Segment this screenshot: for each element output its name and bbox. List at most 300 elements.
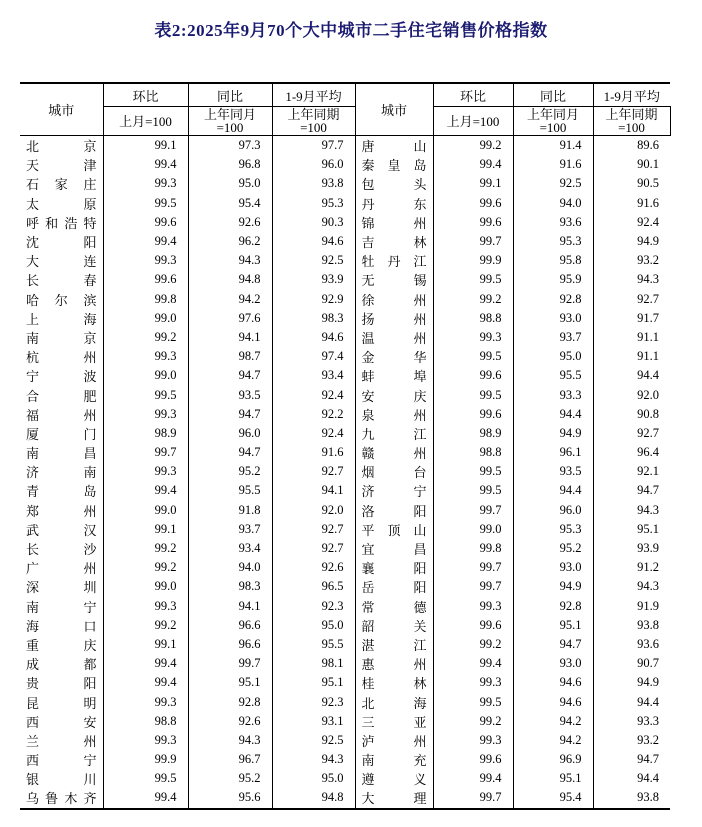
mom-value-left: 99.4	[103, 481, 188, 500]
yoy-value-left: 95.2	[188, 462, 272, 481]
yoy-value-left: 94.7	[188, 405, 272, 424]
yoy-value-left: 96.0	[188, 424, 272, 443]
mom-value-left: 99.0	[103, 309, 188, 328]
mom-value-right: 99.5	[433, 692, 513, 711]
table-row	[20, 405, 670, 424]
avg-value-right: 91.9	[593, 597, 670, 616]
header-avg-base-line2: =100	[618, 120, 645, 135]
yoy-value-left: 94.7	[188, 443, 272, 462]
header-row-2	[20, 107, 670, 136]
yoy-value-left: 95.5	[188, 481, 272, 500]
table-row	[20, 194, 670, 213]
yoy-value-left: 95.4	[188, 194, 272, 213]
mom-value-left: 99.1	[103, 520, 188, 539]
yoy-value-right: 94.0	[513, 194, 593, 213]
mom-value-left: 99.3	[103, 174, 188, 193]
mom-value-right: 99.6	[433, 194, 513, 213]
yoy-value-right: 94.6	[513, 673, 593, 692]
city-cell-left: 杭 州	[20, 347, 103, 366]
avg-value-left: 94.6	[272, 328, 355, 347]
mom-value-left: 99.4	[103, 654, 188, 673]
yoy-value-left: 98.3	[188, 577, 272, 596]
table-row	[20, 347, 670, 366]
yoy-value-right: 95.1	[513, 616, 593, 635]
city-cell-right: 北 海	[355, 692, 433, 711]
avg-value-right: 91.7	[593, 309, 670, 328]
city-cell-right: 平 顶 山	[355, 520, 433, 539]
table-body	[20, 136, 670, 809]
header-avg-base-left	[272, 107, 355, 136]
city-cell-left: 重 庆	[20, 635, 103, 654]
mom-value-right: 99.5	[433, 462, 513, 481]
mom-value-right: 99.7	[433, 501, 513, 520]
avg-value-left: 94.8	[272, 788, 355, 808]
header-mom-right: 环比	[433, 83, 513, 107]
avg-value-left: 96.5	[272, 577, 355, 596]
table-row	[20, 462, 670, 481]
yoy-value-right: 96.9	[513, 750, 593, 769]
header-yoy-base-line1: 上年同月	[203, 107, 256, 122]
yoy-value-right: 95.8	[513, 251, 593, 270]
yoy-value-right: 95.1	[513, 769, 593, 788]
header-yoy-base-line2: =100	[539, 120, 567, 135]
avg-value-right: 93.2	[593, 731, 670, 750]
mom-value-left: 99.4	[103, 232, 188, 251]
yoy-value-left: 93.4	[188, 539, 272, 558]
avg-value-right: 90.1	[593, 155, 670, 174]
header-avg-base-line1: 上年同期	[287, 107, 340, 122]
mom-value-right: 99.4	[433, 155, 513, 174]
yoy-value-left: 94.1	[188, 597, 272, 616]
mom-value-left: 99.2	[103, 616, 188, 635]
mom-value-right: 99.8	[433, 539, 513, 558]
mom-value-right: 99.7	[433, 788, 513, 808]
mom-value-left: 99.2	[103, 539, 188, 558]
city-cell-right: 牡 丹 江	[355, 251, 433, 270]
yoy-value-right: 93.0	[513, 309, 593, 328]
yoy-value-right: 94.7	[513, 635, 593, 654]
mom-value-right: 99.6	[433, 750, 513, 769]
city-cell-right: 唐 山	[355, 136, 433, 156]
mom-value-right: 99.5	[433, 385, 513, 404]
mom-value-left: 99.4	[103, 673, 188, 692]
avg-value-right: 91.1	[593, 328, 670, 347]
mom-value-left: 99.1	[103, 635, 188, 654]
city-cell-right: 泉 州	[355, 405, 433, 424]
city-cell-left: 北 京	[20, 136, 103, 156]
table-row	[20, 385, 670, 404]
avg-value-right: 90.5	[593, 174, 670, 193]
avg-value-right: 94.9	[593, 232, 670, 251]
avg-value-left: 92.6	[272, 558, 355, 577]
yoy-value-right: 93.5	[513, 462, 593, 481]
avg-value-right: 90.8	[593, 405, 670, 424]
avg-value-right: 94.4	[593, 769, 670, 788]
avg-value-left: 94.1	[272, 481, 355, 500]
mom-value-left: 99.3	[103, 405, 188, 424]
table-row	[20, 290, 670, 309]
header-city-right: 城市	[355, 83, 433, 136]
avg-value-left: 94.3	[272, 750, 355, 769]
table-row	[20, 750, 670, 769]
city-cell-left: 天 津	[20, 155, 103, 174]
city-cell-left: 广 州	[20, 558, 103, 577]
avg-value-left: 92.7	[272, 539, 355, 558]
mom-value-right: 98.8	[433, 443, 513, 462]
mom-value-right: 99.2	[433, 290, 513, 309]
table-row	[20, 635, 670, 654]
yoy-value-left: 98.7	[188, 347, 272, 366]
avg-value-left: 95.0	[272, 769, 355, 788]
avg-value-right: 94.3	[593, 577, 670, 596]
yoy-value-left: 94.0	[188, 558, 272, 577]
avg-value-right: 91.2	[593, 558, 670, 577]
yoy-value-left: 95.1	[188, 673, 272, 692]
mom-value-right: 99.3	[433, 597, 513, 616]
avg-value-left: 95.3	[272, 194, 355, 213]
avg-value-right: 94.3	[593, 270, 670, 289]
yoy-value-left: 92.8	[188, 692, 272, 711]
table-row	[20, 520, 670, 539]
yoy-value-right: 93.6	[513, 213, 593, 232]
city-cell-left: 郑 州	[20, 501, 103, 520]
city-cell-right: 徐 州	[355, 290, 433, 309]
mom-value-left: 99.4	[103, 155, 188, 174]
mom-value-right: 99.5	[433, 347, 513, 366]
city-cell-left: 太 原	[20, 194, 103, 213]
mom-value-left: 99.3	[103, 462, 188, 481]
mom-value-left: 99.8	[103, 290, 188, 309]
yoy-value-left: 95.6	[188, 788, 272, 808]
yoy-value-right: 95.2	[513, 539, 593, 558]
yoy-value-right: 92.8	[513, 290, 593, 309]
header-yoy-base-right	[513, 107, 593, 136]
yoy-value-left: 94.1	[188, 328, 272, 347]
yoy-value-right: 95.5	[513, 366, 593, 385]
table-header	[20, 83, 670, 136]
mom-value-right: 99.5	[433, 270, 513, 289]
yoy-value-right: 92.5	[513, 174, 593, 193]
yoy-value-left: 96.6	[188, 635, 272, 654]
avg-value-right: 94.7	[593, 481, 670, 500]
table-row	[20, 213, 670, 232]
avg-value-left: 92.9	[272, 290, 355, 309]
yoy-value-left: 91.8	[188, 501, 272, 520]
avg-value-left: 92.0	[272, 501, 355, 520]
city-cell-left: 大 连	[20, 251, 103, 270]
mom-value-left: 99.9	[103, 750, 188, 769]
city-cell-right: 无 锡	[355, 270, 433, 289]
mom-value-left: 99.0	[103, 366, 188, 385]
avg-value-left: 97.4	[272, 347, 355, 366]
table-row	[20, 788, 670, 808]
city-cell-left: 南 昌	[20, 443, 103, 462]
avg-value-right: 93.3	[593, 712, 670, 731]
table-row	[20, 424, 670, 443]
avg-value-left: 92.3	[272, 597, 355, 616]
mom-value-right: 99.3	[433, 673, 513, 692]
mom-value-left: 99.3	[103, 692, 188, 711]
city-cell-left: 长 沙	[20, 539, 103, 558]
yoy-value-left: 93.5	[188, 385, 272, 404]
mom-value-right: 99.4	[433, 654, 513, 673]
mom-value-left: 99.2	[103, 328, 188, 347]
city-cell-right: 桂 林	[355, 673, 433, 692]
yoy-value-left: 96.2	[188, 232, 272, 251]
city-cell-left: 合 肥	[20, 385, 103, 404]
city-cell-right: 赣 州	[355, 443, 433, 462]
yoy-value-right: 96.0	[513, 501, 593, 520]
mom-value-left: 99.4	[103, 788, 188, 808]
mom-value-right: 99.7	[433, 558, 513, 577]
mom-value-left: 99.3	[103, 597, 188, 616]
avg-value-right: 95.1	[593, 520, 670, 539]
yoy-value-left: 94.3	[188, 731, 272, 750]
city-cell-left: 上 海	[20, 309, 103, 328]
mom-value-left: 99.1	[103, 136, 188, 156]
avg-value-right: 94.3	[593, 501, 670, 520]
yoy-value-right: 92.8	[513, 597, 593, 616]
avg-value-right: 91.1	[593, 347, 670, 366]
city-cell-left: 南 宁	[20, 597, 103, 616]
mom-value-left: 99.3	[103, 347, 188, 366]
yoy-value-right: 94.4	[513, 405, 593, 424]
table-row	[20, 232, 670, 251]
mom-value-left: 99.0	[103, 501, 188, 520]
avg-value-right: 93.8	[593, 788, 670, 808]
avg-value-left: 97.7	[272, 136, 355, 156]
city-cell-right: 包 头	[355, 174, 433, 193]
avg-value-left: 98.1	[272, 654, 355, 673]
yoy-value-left: 96.6	[188, 616, 272, 635]
yoy-value-right: 93.0	[513, 654, 593, 673]
yoy-value-right: 94.9	[513, 577, 593, 596]
avg-value-left: 93.8	[272, 174, 355, 193]
mom-value-right: 99.2	[433, 136, 513, 156]
yoy-value-left: 94.2	[188, 290, 272, 309]
mom-value-right: 99.6	[433, 213, 513, 232]
table-row	[20, 366, 670, 385]
avg-value-right: 94.9	[593, 673, 670, 692]
header-row-1	[20, 83, 670, 107]
city-cell-left: 乌 鲁 木 齐	[20, 788, 103, 808]
mom-value-right: 99.7	[433, 577, 513, 596]
avg-value-left: 92.7	[272, 520, 355, 539]
yoy-value-right: 91.4	[513, 136, 593, 156]
city-cell-right: 洛 阳	[355, 501, 433, 520]
header-mom-base-right: 上月=100	[433, 107, 513, 136]
yoy-value-left: 96.8	[188, 155, 272, 174]
mom-value-left: 98.9	[103, 424, 188, 443]
table-row	[20, 136, 670, 156]
table-row	[20, 251, 670, 270]
city-cell-left: 武 汉	[20, 520, 103, 539]
mom-value-left: 99.5	[103, 385, 188, 404]
header-mom-left: 环比	[103, 83, 188, 107]
avg-value-left: 96.0	[272, 155, 355, 174]
yoy-value-right: 94.2	[513, 731, 593, 750]
city-cell-left: 济 南	[20, 462, 103, 481]
avg-value-left: 94.6	[272, 232, 355, 251]
avg-value-left: 93.4	[272, 366, 355, 385]
city-cell-left: 昆 明	[20, 692, 103, 711]
avg-value-left: 92.5	[272, 251, 355, 270]
yoy-value-right: 95.9	[513, 270, 593, 289]
avg-value-left: 92.3	[272, 692, 355, 711]
page-title: 表2:2025年9月70个大中城市二手住宅销售价格指数	[154, 21, 548, 40]
city-cell-right: 大 理	[355, 788, 433, 808]
city-cell-right: 宜 昌	[355, 539, 433, 558]
mom-value-right: 99.1	[433, 174, 513, 193]
mom-value-right: 99.6	[433, 405, 513, 424]
header-yoy-left: 同比	[188, 83, 272, 107]
table-row	[20, 616, 670, 635]
city-cell-right: 遵 义	[355, 769, 433, 788]
table-row	[20, 577, 670, 596]
avg-value-left: 98.3	[272, 309, 355, 328]
table-row	[20, 174, 670, 193]
city-cell-right: 济 宁	[355, 481, 433, 500]
mom-value-right: 99.9	[433, 251, 513, 270]
city-cell-left: 宁 波	[20, 366, 103, 385]
city-cell-right: 锦 州	[355, 213, 433, 232]
yoy-value-left: 94.7	[188, 366, 272, 385]
yoy-value-left: 93.7	[188, 520, 272, 539]
yoy-value-right: 93.3	[513, 385, 593, 404]
table-row	[20, 539, 670, 558]
city-cell-left: 西 宁	[20, 750, 103, 769]
city-cell-right: 秦 皇 岛	[355, 155, 433, 174]
avg-value-left: 93.9	[272, 270, 355, 289]
table-row	[20, 501, 670, 520]
city-cell-left: 青 岛	[20, 481, 103, 500]
mom-value-left: 99.6	[103, 270, 188, 289]
table-row	[20, 270, 670, 289]
mom-value-left: 99.3	[103, 731, 188, 750]
header-avg-base-right	[593, 107, 670, 136]
mom-value-left: 99.5	[103, 194, 188, 213]
city-cell-left: 南 京	[20, 328, 103, 347]
avg-value-left: 95.5	[272, 635, 355, 654]
header-mom-base-left: 上月=100	[103, 107, 188, 136]
avg-value-right: 94.7	[593, 750, 670, 769]
mom-value-right: 99.0	[433, 520, 513, 539]
city-cell-left: 福 州	[20, 405, 103, 424]
header-avg-base-line1: 上年同期	[605, 107, 658, 122]
city-cell-left: 石 家 庄	[20, 174, 103, 193]
yoy-value-right: 94.4	[513, 481, 593, 500]
mom-value-right: 99.2	[433, 712, 513, 731]
city-cell-right: 湛 江	[355, 635, 433, 654]
avg-value-right: 90.7	[593, 654, 670, 673]
city-cell-left: 兰 州	[20, 731, 103, 750]
avg-value-left: 92.4	[272, 385, 355, 404]
avg-value-left: 95.0	[272, 616, 355, 635]
mom-value-left: 99.3	[103, 251, 188, 270]
table-row	[20, 769, 670, 788]
city-cell-right: 扬 州	[355, 309, 433, 328]
mom-value-right: 99.6	[433, 616, 513, 635]
mom-value-right: 98.8	[433, 309, 513, 328]
header-yoy-base-left	[188, 107, 272, 136]
header-avg-right: 1-9月平均	[593, 83, 670, 107]
yoy-value-right: 94.6	[513, 692, 593, 711]
table-row	[20, 481, 670, 500]
avg-value-right: 94.4	[593, 692, 670, 711]
mom-value-left: 98.8	[103, 712, 188, 731]
avg-value-right: 92.1	[593, 462, 670, 481]
city-cell-left: 海 口	[20, 616, 103, 635]
header-avg-base-line2: =100	[300, 120, 327, 135]
mom-value-right: 99.6	[433, 366, 513, 385]
avg-value-right: 93.6	[593, 635, 670, 654]
avg-value-left: 90.3	[272, 213, 355, 232]
header-yoy-base-line2: =100	[216, 120, 244, 135]
yoy-value-left: 97.3	[188, 136, 272, 156]
avg-value-right: 92.7	[593, 424, 670, 443]
city-cell-right: 金 华	[355, 347, 433, 366]
city-cell-left: 成 都	[20, 654, 103, 673]
table-row	[20, 712, 670, 731]
city-cell-left: 长 春	[20, 270, 103, 289]
city-cell-right: 岳 阳	[355, 577, 433, 596]
table-row	[20, 443, 670, 462]
avg-value-left: 92.2	[272, 405, 355, 424]
table-row	[20, 558, 670, 577]
mom-value-left: 99.5	[103, 769, 188, 788]
yoy-value-right: 95.4	[513, 788, 593, 808]
city-cell-left: 沈 阳	[20, 232, 103, 251]
city-cell-right: 常 德	[355, 597, 433, 616]
yoy-value-right: 95.0	[513, 347, 593, 366]
table-row	[20, 692, 670, 711]
table-row	[20, 597, 670, 616]
avg-value-right: 96.4	[593, 443, 670, 462]
city-cell-left: 哈 尔 滨	[20, 290, 103, 309]
table-row	[20, 731, 670, 750]
city-cell-right: 襄 阳	[355, 558, 433, 577]
city-cell-right: 温 州	[355, 328, 433, 347]
table-row	[20, 155, 670, 174]
yoy-value-left: 96.7	[188, 750, 272, 769]
city-cell-right: 烟 台	[355, 462, 433, 481]
yoy-value-left: 94.8	[188, 270, 272, 289]
yoy-value-left: 92.6	[188, 213, 272, 232]
city-cell-right: 南 充	[355, 750, 433, 769]
avg-value-left: 92.4	[272, 424, 355, 443]
city-cell-right: 蚌 埠	[355, 366, 433, 385]
yoy-value-right: 95.3	[513, 520, 593, 539]
header-avg-left: 1-9月平均	[272, 83, 355, 107]
page	[0, 16, 702, 827]
yoy-value-right: 91.6	[513, 155, 593, 174]
mom-value-left: 99.2	[103, 558, 188, 577]
yoy-value-right: 94.9	[513, 424, 593, 443]
city-cell-left: 西 安	[20, 712, 103, 731]
header-yoy-base-line1: 上年同月	[526, 107, 579, 122]
city-cell-right: 三 亚	[355, 712, 433, 731]
price-index-table	[20, 82, 671, 810]
table-row	[20, 328, 670, 347]
avg-value-left: 92.5	[272, 731, 355, 750]
avg-value-right: 92.0	[593, 385, 670, 404]
avg-value-left: 95.1	[272, 673, 355, 692]
avg-value-right: 89.6	[593, 136, 670, 156]
city-cell-right: 吉 林	[355, 232, 433, 251]
avg-value-right: 93.2	[593, 251, 670, 270]
city-cell-left: 贵 阳	[20, 673, 103, 692]
avg-value-left: 91.6	[272, 443, 355, 462]
